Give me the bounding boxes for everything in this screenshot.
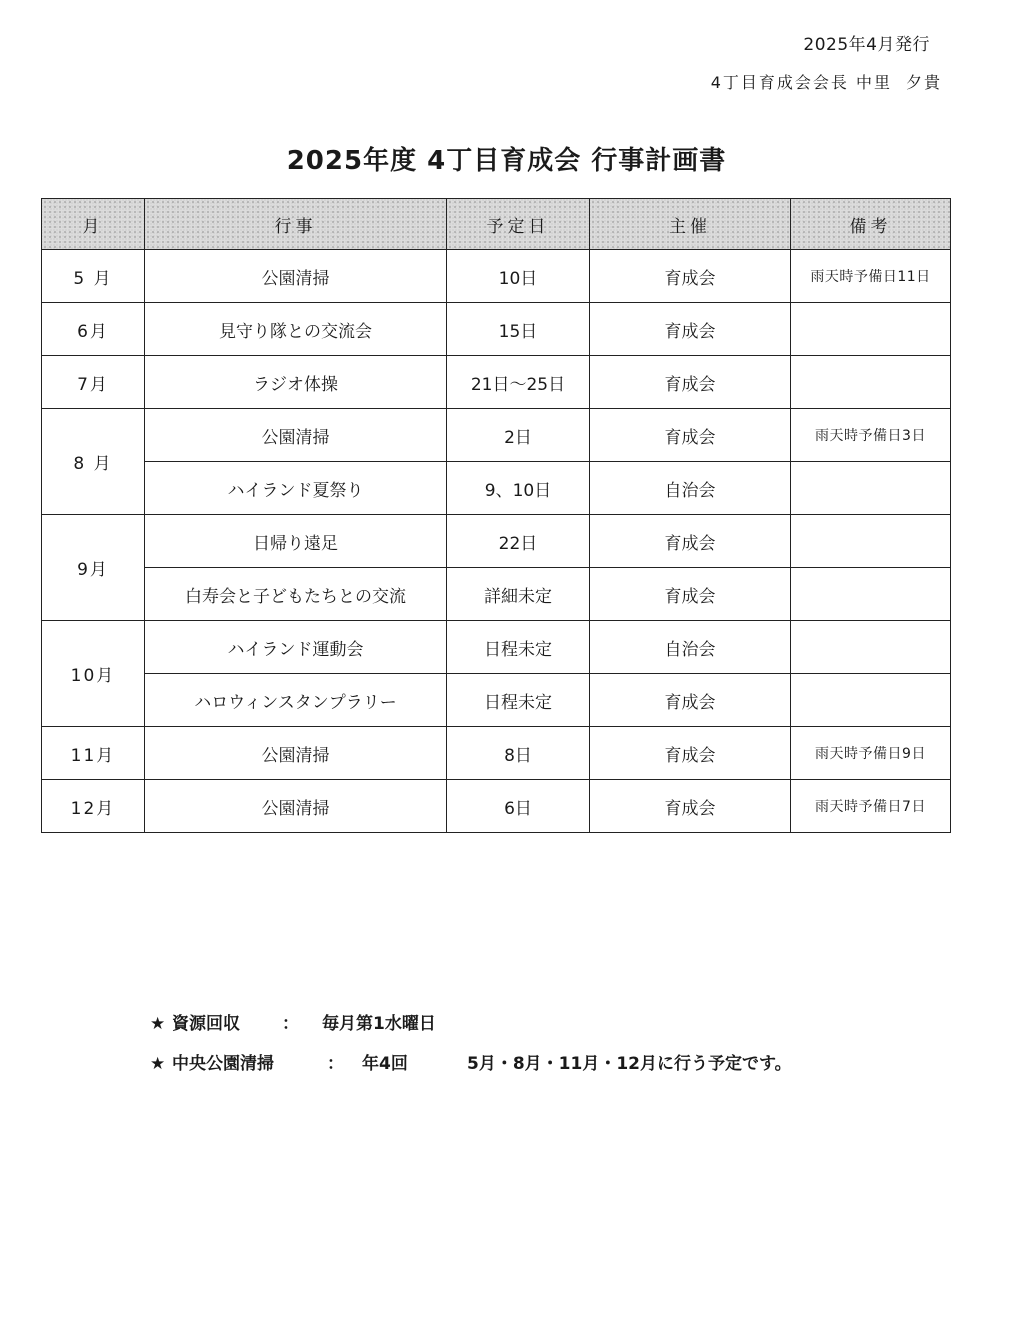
- date-cell: 15日: [447, 303, 590, 356]
- host-cell: 育成会: [590, 356, 791, 409]
- event-cell: 見守り隊との交流会: [145, 303, 447, 356]
- date-cell: 9、10日: [447, 462, 590, 515]
- month-cell: 12月: [42, 780, 145, 833]
- table-row: [42, 727, 951, 780]
- table-row: [42, 356, 951, 409]
- event-cell: 白寿会と子どもたちとの交流: [145, 568, 447, 621]
- host-cell: 育成会: [590, 780, 791, 833]
- event-cell: ハイランド運動会: [145, 621, 447, 674]
- event-cell: 公園清掃: [145, 727, 447, 780]
- table-row: [42, 409, 951, 462]
- table-row: [42, 515, 951, 568]
- remarks-cell: [791, 621, 951, 674]
- host-cell: 育成会: [590, 409, 791, 462]
- note-park-cleaning: [150, 1050, 792, 1090]
- table-row: [42, 250, 951, 303]
- month-cell: 11月: [42, 727, 145, 780]
- event-cell: 日帰り遠足: [145, 515, 447, 568]
- star-icon: ★: [150, 1014, 166, 1034]
- remarks-cell: [791, 356, 951, 409]
- table-row: [42, 303, 951, 356]
- header-host: 主催: [590, 199, 791, 250]
- note-value: 毎月第1水曜日: [322, 1014, 436, 1034]
- header-date: 予定日: [447, 199, 590, 250]
- month-cell: 9月: [42, 515, 145, 621]
- author-name-given: 夕貴: [905, 73, 942, 92]
- host-cell: 育成会: [590, 515, 791, 568]
- event-cell: ハロウィンスタンプラリー: [145, 674, 447, 727]
- issue-date: 2025年4月発行: [803, 35, 930, 55]
- remarks-cell: [791, 462, 951, 515]
- note-label: 中央公園清掃: [172, 1054, 274, 1074]
- event-cell: ラジオ体操: [145, 356, 447, 409]
- remarks-cell: [791, 674, 951, 727]
- note-value-detail: 5月・8月・11月・12月に行う予定です。: [467, 1054, 792, 1074]
- event-cell: ハイランド夏祭り: [145, 462, 447, 515]
- host-cell: 自治会: [590, 621, 791, 674]
- event-cell: 公園清掃: [145, 250, 447, 303]
- author-name-family: 中里: [855, 73, 892, 92]
- event-schedule-table: [41, 198, 951, 833]
- remarks-cell: [791, 568, 951, 621]
- note-label: 資源回収: [172, 1014, 240, 1034]
- date-cell: 6日: [447, 780, 590, 833]
- remarks-cell: [791, 303, 951, 356]
- table-row: [42, 621, 951, 674]
- date-cell: 日程未定: [447, 621, 590, 674]
- notes-section: [150, 1010, 792, 1090]
- document-title: 2025年度 4丁目育成会 行事計画書: [286, 146, 727, 176]
- note-value: 年4回: [362, 1054, 408, 1074]
- header-month: 月: [42, 199, 145, 250]
- header-remarks: 備考: [791, 199, 951, 250]
- note-separator: ：: [282, 1014, 299, 1034]
- author-line: [620, 70, 942, 93]
- remarks-cell: 雨天時予備日7日: [791, 780, 951, 833]
- star-icon: ★: [150, 1054, 166, 1074]
- date-cell: 22日: [447, 515, 590, 568]
- host-cell: 育成会: [590, 674, 791, 727]
- event-cell: 公園清掃: [145, 780, 447, 833]
- note-separator: ：: [327, 1054, 344, 1074]
- host-cell: 育成会: [590, 303, 791, 356]
- date-cell: 詳細未定: [447, 568, 590, 621]
- host-cell: 育成会: [590, 727, 791, 780]
- month-cell: 5 月: [42, 250, 145, 303]
- host-cell: 育成会: [590, 568, 791, 621]
- host-cell: 育成会: [590, 250, 791, 303]
- event-cell: 公園清掃: [145, 409, 447, 462]
- header-event: 行事: [145, 199, 447, 250]
- date-cell: 10日: [447, 250, 590, 303]
- date-cell: 日程未定: [447, 674, 590, 727]
- date-cell: 8日: [447, 727, 590, 780]
- date-cell: 21日～25日: [447, 356, 590, 409]
- author-role: 4丁目育成会会長: [710, 73, 849, 92]
- table-row: [42, 674, 951, 727]
- month-cell: 10月: [42, 621, 145, 727]
- table-header-row: [42, 199, 951, 250]
- remarks-cell: 雨天時予備日3日: [791, 409, 951, 462]
- remarks-cell: 雨天時予備日11日: [791, 250, 951, 303]
- table-row: [42, 780, 951, 833]
- host-cell: 自治会: [590, 462, 791, 515]
- table-row: [42, 462, 951, 515]
- table-row: [42, 568, 951, 621]
- date-cell: 2日: [447, 409, 590, 462]
- month-cell: 6月: [42, 303, 145, 356]
- note-recycling: [150, 1010, 792, 1050]
- remarks-cell: 雨天時予備日9日: [791, 727, 951, 780]
- remarks-cell: [791, 515, 951, 568]
- month-cell: 8 月: [42, 409, 145, 515]
- month-cell: 7月: [42, 356, 145, 409]
